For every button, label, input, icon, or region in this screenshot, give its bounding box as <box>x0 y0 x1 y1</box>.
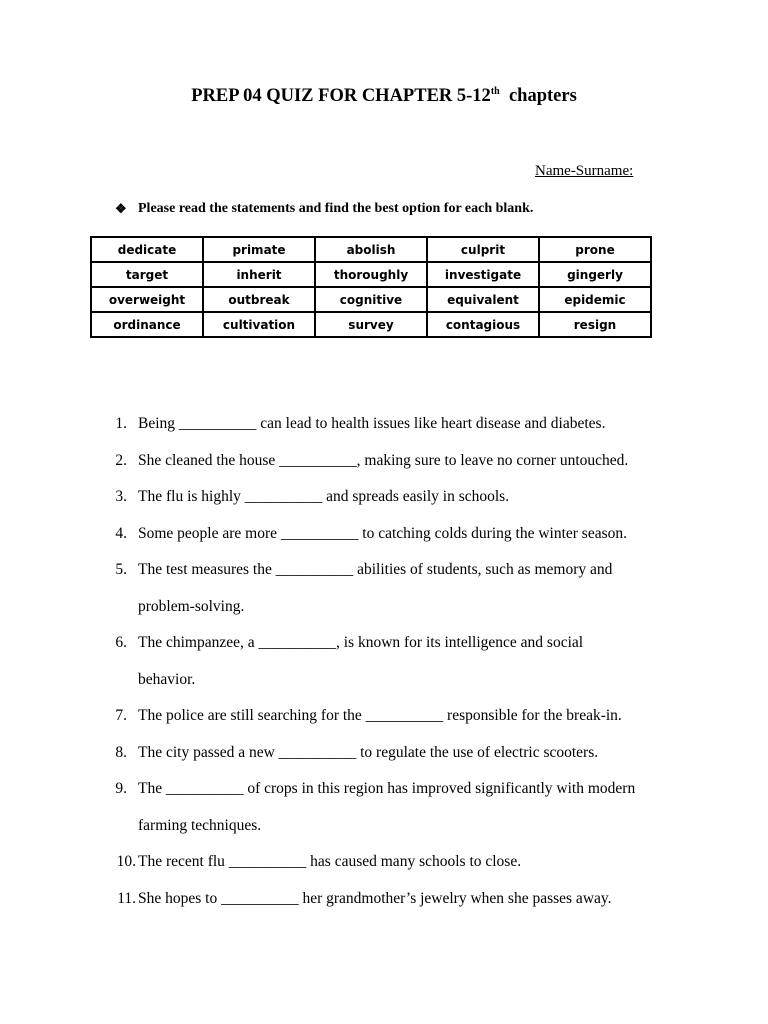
name-surname-label: Name-Surname: <box>535 163 634 179</box>
word-bank-cell: inherit <box>203 262 315 287</box>
question-number: 6. <box>115 634 127 651</box>
question-list <box>0 406 698 917</box>
word-bank-row <box>91 237 651 262</box>
question-text: The test measures the __________ abilities of students, such as memory and <box>138 561 613 578</box>
word-bank-cell: gingerly <box>539 262 651 287</box>
question-text: She cleaned the house __________, making sure to leave no corner untouched. <box>138 451 629 469</box>
question-item <box>0 735 698 772</box>
question-text-continued: behavior. <box>138 670 196 688</box>
question-item <box>0 516 698 553</box>
question-number: 8. <box>115 743 127 761</box>
title-superscript: th <box>490 85 500 97</box>
question-item <box>0 844 698 881</box>
word-bank-cell: overweight <box>91 287 203 312</box>
question-number: 3. <box>115 488 127 505</box>
word-bank-cell: thoroughly <box>315 262 427 287</box>
question-text: The __________ of crops in this region has improved significantly with modern <box>138 780 636 797</box>
question-number: 9. <box>115 780 127 797</box>
question-text-continued: farming techniques. <box>138 816 262 834</box>
word-bank-cell: epidemic <box>539 287 651 312</box>
word-bank-cell: ordinance <box>91 312 203 337</box>
question-number: 1. <box>115 415 127 432</box>
question-text: The recent flu __________ has caused many schools to close. <box>138 853 522 870</box>
word-bank-cell: outbreak <box>203 287 315 312</box>
question-item <box>0 771 698 844</box>
question-number: 5. <box>115 561 127 578</box>
word-bank-cell: cultivation <box>203 312 315 337</box>
word-bank-cell: target <box>91 262 203 287</box>
word-bank-row <box>91 287 651 312</box>
question-item <box>0 406 698 443</box>
question-number: 7. <box>115 707 127 724</box>
question-text: She hopes to __________ her grandmother’s jewelry when she passes away. <box>138 889 612 907</box>
word-bank-cell: contagious <box>427 312 539 337</box>
question-number: 2. <box>115 451 127 469</box>
title-main: PREP 04 QUIZ FOR CHAPTER 5-12 <box>191 86 491 106</box>
question-item <box>0 881 698 918</box>
question-text: The chimpanzee, a __________, is known for its intelligence and social <box>138 634 584 651</box>
word-bank-cell: dedicate <box>91 237 203 262</box>
question-item <box>0 443 698 480</box>
question-text: Being __________ can lead to health issues like heart disease and diabetes. <box>138 415 606 432</box>
question-item <box>0 552 698 625</box>
word-bank-cell: abolish <box>315 237 427 262</box>
title-tail: chapters <box>508 86 577 106</box>
word-bank-row <box>91 312 651 337</box>
instruction <box>115 201 533 217</box>
word-bank-cell: primate <box>203 237 315 262</box>
diamond-bullet-icon: ❖ <box>115 201 127 216</box>
question-item <box>0 479 698 516</box>
question-text: Some people are more __________ to catching colds during the winter season. <box>138 524 627 542</box>
word-bank-cell: resign <box>539 312 651 337</box>
word-bank-cell: investigate <box>427 262 539 287</box>
word-bank-cell: culprit <box>427 237 539 262</box>
word-bank-table <box>90 236 652 338</box>
question-number: 4. <box>115 524 127 542</box>
page-title <box>0 86 768 107</box>
question-number: 11. <box>117 889 136 907</box>
word-bank-cell: survey <box>315 312 427 337</box>
question-item <box>0 625 698 698</box>
question-item <box>0 698 698 735</box>
word-bank-cell: equivalent <box>427 287 539 312</box>
word-bank-cell: cognitive <box>315 287 427 312</box>
question-text-continued: problem-solving. <box>138 597 245 615</box>
question-text: The city passed a new __________ to regulate the use of electric scooters. <box>138 743 599 761</box>
question-text: The flu is highly __________ and spreads easily in schools. <box>138 488 510 505</box>
question-number: 10. <box>116 853 136 870</box>
word-bank-row <box>91 262 651 287</box>
word-bank-cell: prone <box>539 237 651 262</box>
instruction-text: Please read the statements and find the best option for each blank. <box>138 201 534 216</box>
question-text: The police are still searching for the __________ responsible for the break-in. <box>138 707 622 724</box>
